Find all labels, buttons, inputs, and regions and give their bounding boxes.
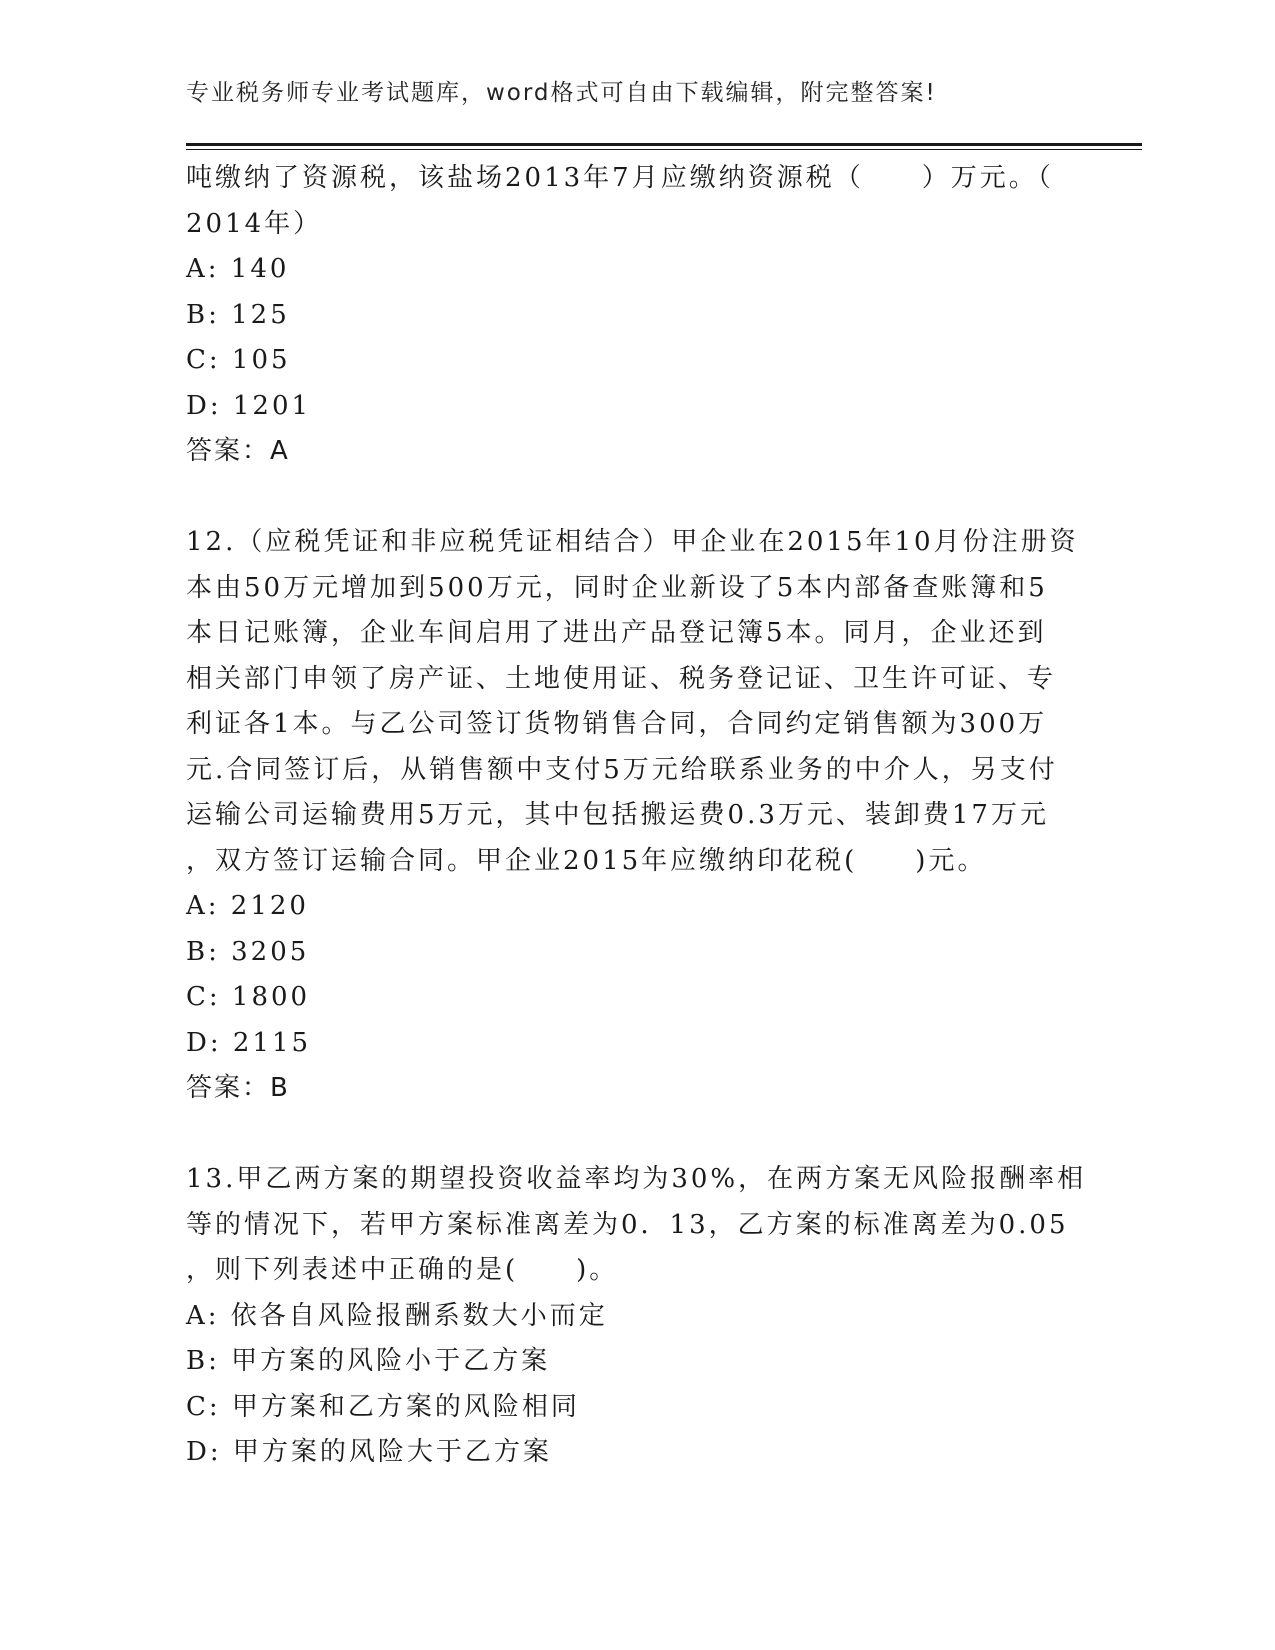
spacer <box>186 1112 1086 1158</box>
option-d: D: 2115 <box>186 1027 312 1058</box>
question-stem-line: 元.合同签订后，从销售额中支付5万元给联系业务的中介人，另支付 <box>186 754 1058 785</box>
question-stem-line: 等的情况下，若甲方案标准离差为0．13，乙方案的标准离差为0.05 <box>186 1209 1069 1240</box>
option-c: C: 105 <box>186 345 291 375</box>
answer: 答案：B <box>186 1073 290 1103</box>
option-b: B: 3205 <box>186 936 310 967</box>
header-rule-thick <box>186 143 1142 146</box>
option-a: A: 依各自风险报酬系数大小而定 <box>186 1300 608 1331</box>
document-body <box>186 156 1086 1476</box>
option-d: D: 甲方案的风险大于乙方案 <box>186 1437 552 1467</box>
option-d: D: 1201 <box>186 390 312 421</box>
question-stem-line: 吨缴纳了资源税，该盐场2013年7月应缴纳资源税（ ）万元。（ <box>186 163 1054 193</box>
option-c: C: 1800 <box>186 982 311 1012</box>
option-a: A: 140 <box>186 254 290 284</box>
page-header-title: 专业税务师专业考试题库，word格式可自由下载编辑，附完整答案! <box>186 80 937 106</box>
answer: 答案：A <box>186 436 290 466</box>
question-11 <box>186 156 1086 475</box>
option-b: B: 125 <box>186 299 290 330</box>
question-stem-line: 利证各1本。与乙公司签订货物销售合同，合同约定销售额为300万 <box>186 709 1048 739</box>
question-stem-line: ，双方签订运输合同。甲企业2015年应缴纳印花税( )元。 <box>186 845 987 876</box>
question-stem-line: 运输公司运输费用5万元，其中包括搬运费0.3万元、装卸费17万元 <box>186 800 1049 830</box>
question-stem-line: ，则下列表述中正确的是( )。 <box>186 1255 619 1285</box>
spacer <box>186 475 1086 521</box>
option-c: C: 甲方案和乙方案的风险相同 <box>186 1391 580 1422</box>
question-stem-line: 本由50万元增加到500万元，同时企业新设了5本内部备查账簿和5 <box>186 572 1048 603</box>
question-stem-line: 2014年） <box>186 208 323 239</box>
question-stem-line: 12.（应税凭证和非应税凭证相结合）甲企业在2015年10月份注册资 <box>186 527 1079 557</box>
header-rule-thin <box>186 149 1142 150</box>
question-12 <box>186 520 1086 1112</box>
question-stem-line: 13.甲乙两方案的期望投资收益率均为30%，在两方案无风险报酬率相 <box>186 1164 1087 1194</box>
question-stem-line: 相关部门申领了房产证、土地使用证、税务登记证、卫生许可证、专 <box>186 663 1057 694</box>
question-stem-line: 本日记账簿，企业车间启用了进出产品登记簿5本。同月，企业还到 <box>186 618 1047 648</box>
question-13 <box>186 1157 1086 1476</box>
option-a: A: 2120 <box>186 891 309 921</box>
option-b: B: 甲方案的风险小于乙方案 <box>186 1346 551 1376</box>
